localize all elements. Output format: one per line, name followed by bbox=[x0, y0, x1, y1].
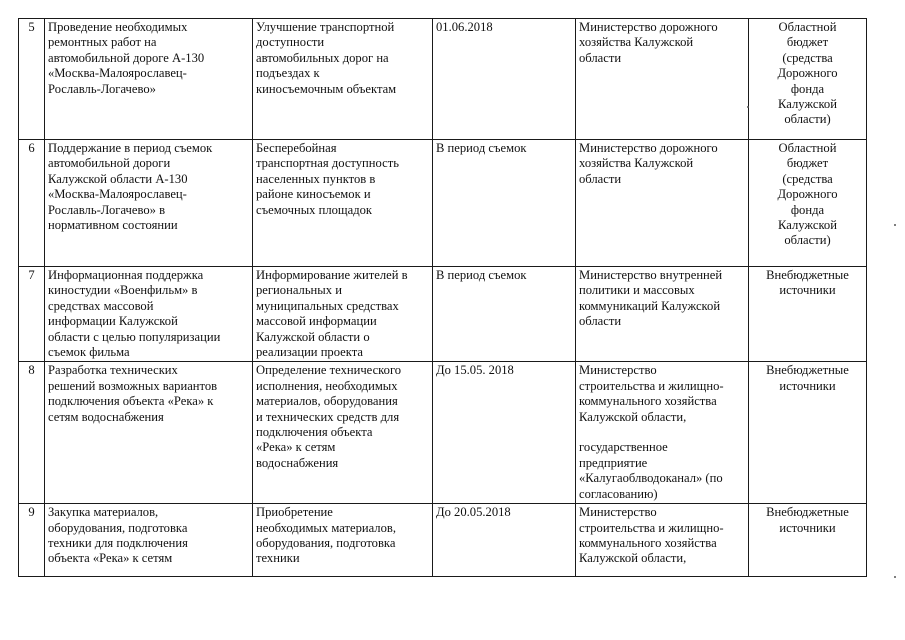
result-cell: Информирование жителей в региональных и муниципальных средствах массовой информации Калужской области о реализации проекта bbox=[253, 267, 433, 362]
scan-speck bbox=[894, 576, 896, 578]
responsible-cell: Министерство внутренней политики и массовых коммуникаций Калужской области bbox=[576, 267, 749, 362]
row-number: 6 bbox=[19, 140, 45, 267]
action-cell: Разработка технических решений возможных вариантов подключения объекта «Река» к сетям водоснабжения bbox=[45, 362, 253, 504]
table-row bbox=[19, 140, 867, 267]
action-cell: Поддержание в период съемок автомобильной дороги Калужской области А-130 «Москва-Малоярославец- Рославль-Логачево» в нормативном состоянии bbox=[45, 140, 253, 267]
action-plan-table bbox=[18, 18, 867, 577]
responsible-cell: Министерство дорожного хозяйства Калужской области bbox=[576, 140, 749, 267]
action-cell: Информационная поддержка киностудии «Военфильм» в средствах массовой информации Калужской области с целью популяризации съемок фильма bbox=[45, 267, 253, 362]
table-row bbox=[19, 267, 867, 362]
funding-source-cell: Областной бюджет (средства Дорожного фонда Калужской области) bbox=[749, 19, 867, 140]
deadline-cell: До 15.05. 2018 bbox=[433, 362, 576, 504]
funding-source-cell: Областной бюджет (средства Дорожного фонда Калужской области) bbox=[749, 140, 867, 267]
scan-speck bbox=[894, 224, 896, 226]
responsible-cell: Министерство строительства и жилищно- коммунального хозяйства Калужской области, bbox=[576, 504, 749, 577]
funding-source-cell: Внебюджетные источники bbox=[749, 504, 867, 577]
deadline-cell: В период съемок bbox=[433, 267, 576, 362]
result-cell: Определение технического исполнения, необходимых материалов, оборудования и технических средств для подключения объекта «Река» к сетям водоснабжения bbox=[253, 362, 433, 504]
row-number: 9 bbox=[19, 504, 45, 577]
deadline-cell: До 20.05.2018 bbox=[433, 504, 576, 577]
deadline-cell: 01.06.2018 bbox=[433, 19, 576, 140]
responsible-cell: Министерство дорожного хозяйства Калужской области bbox=[576, 19, 749, 140]
funding-source-cell: Внебюджетные источники bbox=[749, 362, 867, 504]
scan-speck bbox=[747, 106, 749, 108]
result-cell: Бесперебойная транспортная доступность населенных пунктов в районе киносъемок и съемочных площадок bbox=[253, 140, 433, 267]
table-row bbox=[19, 504, 867, 577]
table-row bbox=[19, 19, 867, 140]
deadline-cell: В период съемок bbox=[433, 140, 576, 267]
result-cell: Улучшение транспортной доступности автомобильных дорог на подъездах к киносъемочным объектам bbox=[253, 19, 433, 140]
result-cell: Приобретение необходимых материалов, оборудования, подготовка техники bbox=[253, 504, 433, 577]
row-number: 8 bbox=[19, 362, 45, 504]
funding-source-cell: Внебюджетные источники bbox=[749, 267, 867, 362]
table-row bbox=[19, 362, 867, 504]
action-cell: Закупка материалов, оборудования, подготовка техники для подключения объекта «Река» к сетям bbox=[45, 504, 253, 577]
row-number: 5 bbox=[19, 19, 45, 140]
row-number: 7 bbox=[19, 267, 45, 362]
responsible-cell: Министерство строительства и жилищно- коммунального хозяйства Калужской области, государственное предприятие «Калугаоблводоканал» (по согласованию) bbox=[576, 362, 749, 504]
action-cell: Проведение необходимых ремонтных работ на автомобильной дороге А-130 «Москва-Малоярославец- Рославль-Логачево» bbox=[45, 19, 253, 140]
